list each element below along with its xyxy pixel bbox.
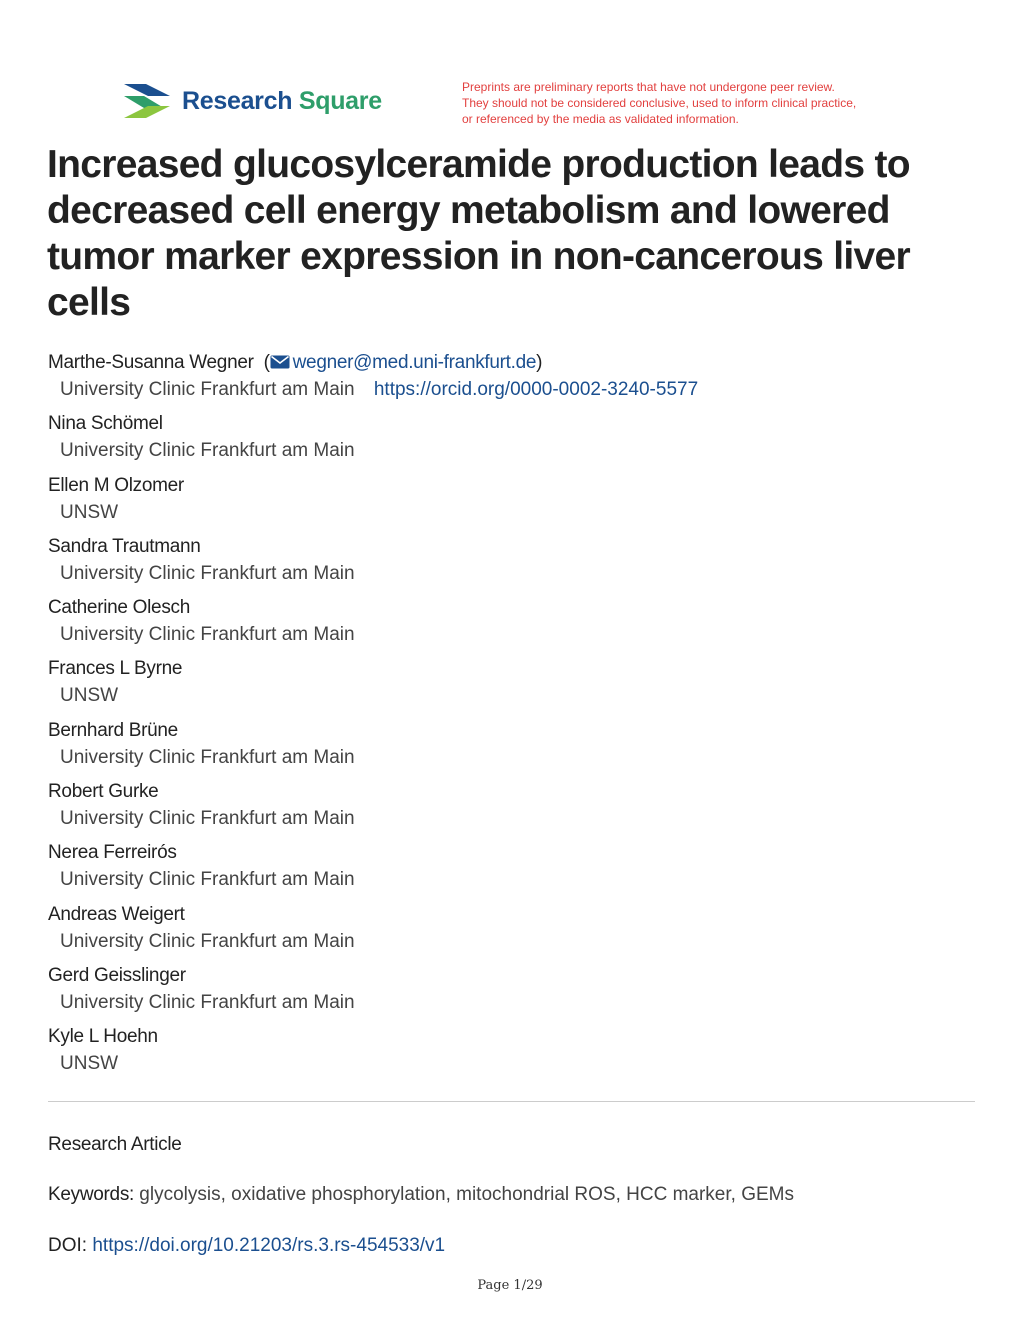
author-name: Nina Schömel — [48, 413, 163, 435]
author-entry — [48, 473, 978, 534]
author-affiliation: UNSW — [60, 685, 119, 707]
author-affiliation: University Clinic Frankfurt am Main — [60, 869, 355, 891]
section-divider — [48, 1101, 975, 1102]
author-name: Marthe-Susanna Wegner — [48, 352, 254, 373]
author-name: Frances L Byrne — [48, 658, 183, 680]
author-affiliation: University Clinic Frankfurt am Main — [60, 991, 355, 1013]
page-number: Page 1/29 — [477, 1278, 543, 1293]
author-list — [48, 350, 978, 1086]
author-name: Andreas Weigert — [48, 903, 185, 925]
author-affiliation: UNSW — [60, 501, 119, 523]
author-affiliation: University Clinic Frankfurt am Main — [60, 746, 355, 768]
author-entry — [48, 840, 978, 901]
orcid-link[interactable]: https://orcid.org/0000-0002-3240-5577 — [373, 379, 699, 400]
author-entry — [48, 779, 978, 840]
author-entry — [48, 1024, 978, 1085]
author-affiliation: University Clinic Frankfurt am Main — [60, 379, 355, 400]
keywords-label: Keywords: — [48, 1184, 135, 1205]
paper-title: Increased glucosylceramide production leads to decreased cell energy metabolism and lowered tumor marker expression in non-cancerous liver cells — [47, 143, 910, 324]
author-entry — [48, 963, 978, 1024]
article-type: Research Article — [48, 1134, 182, 1155]
author-entry — [48, 718, 978, 779]
research-square-logo-icon — [124, 82, 170, 120]
envelope-icon — [270, 355, 290, 369]
disclaimer-line: or referenced by the media as validated information. — [462, 112, 739, 126]
author-name: Gerd Geisslinger — [48, 964, 186, 986]
doi-link[interactable]: https://doi.org/10.21203/rs.3.rs-454533/v1 — [92, 1235, 446, 1256]
header — [0, 0, 1020, 140]
author-affiliation: University Clinic Frankfurt am Main — [60, 624, 355, 646]
preprint-disclaimer — [462, 79, 932, 127]
author-entry — [48, 411, 978, 472]
doi-label: DOI: — [48, 1235, 88, 1256]
author-name: Bernhard Brüne — [48, 719, 178, 741]
author-entry — [48, 350, 978, 411]
author-name: Robert Gurke — [48, 781, 159, 803]
author-name: Sandra Trautmann — [48, 535, 201, 557]
author-name: Nerea Ferreirós — [48, 842, 177, 864]
doi — [48, 1235, 445, 1257]
disclaimer-line: They should not be considered conclusive, used to inform clinical practice, — [462, 96, 857, 110]
keywords — [48, 1184, 794, 1206]
disclaimer-line: Preprints are preliminary reports that have not undergone peer review. — [462, 80, 835, 94]
author-name: Ellen M Olzomer — [48, 474, 184, 496]
research-square-logo[interactable] — [124, 82, 382, 120]
author-affiliation: UNSW — [60, 1053, 119, 1075]
author-affiliation: University Clinic Frankfurt am Main — [60, 930, 355, 952]
author-entry — [48, 595, 978, 656]
author-affiliation: University Clinic Frankfurt am Main — [60, 562, 355, 584]
author-name: Kyle L Hoehn — [48, 1026, 158, 1048]
author-entry — [48, 902, 978, 963]
author-email-link[interactable]: wegner@med.uni-frankfurt.de — [292, 352, 537, 373]
author-affiliation: University Clinic Frankfurt am Main — [60, 808, 355, 830]
keywords-value: glycolysis, oxidative phosphorylation, mitochondrial ROS, HCC marker, GEMs — [139, 1184, 794, 1205]
author-name-row: Marthe-Susanna Wegner ( wegner@med.uni-frankfurt.de) — [48, 352, 543, 373]
author-affiliation: University Clinic Frankfurt am Main — [60, 440, 355, 462]
author-affiliation-row — [48, 376, 978, 404]
author-entry — [48, 534, 978, 595]
logo-text-primary: Research — [182, 86, 293, 115]
logo-text — [182, 87, 382, 116]
logo-text-secondary: Square — [298, 86, 382, 115]
author-entry — [48, 656, 978, 717]
author-name: Catherine Olesch — [48, 597, 190, 619]
